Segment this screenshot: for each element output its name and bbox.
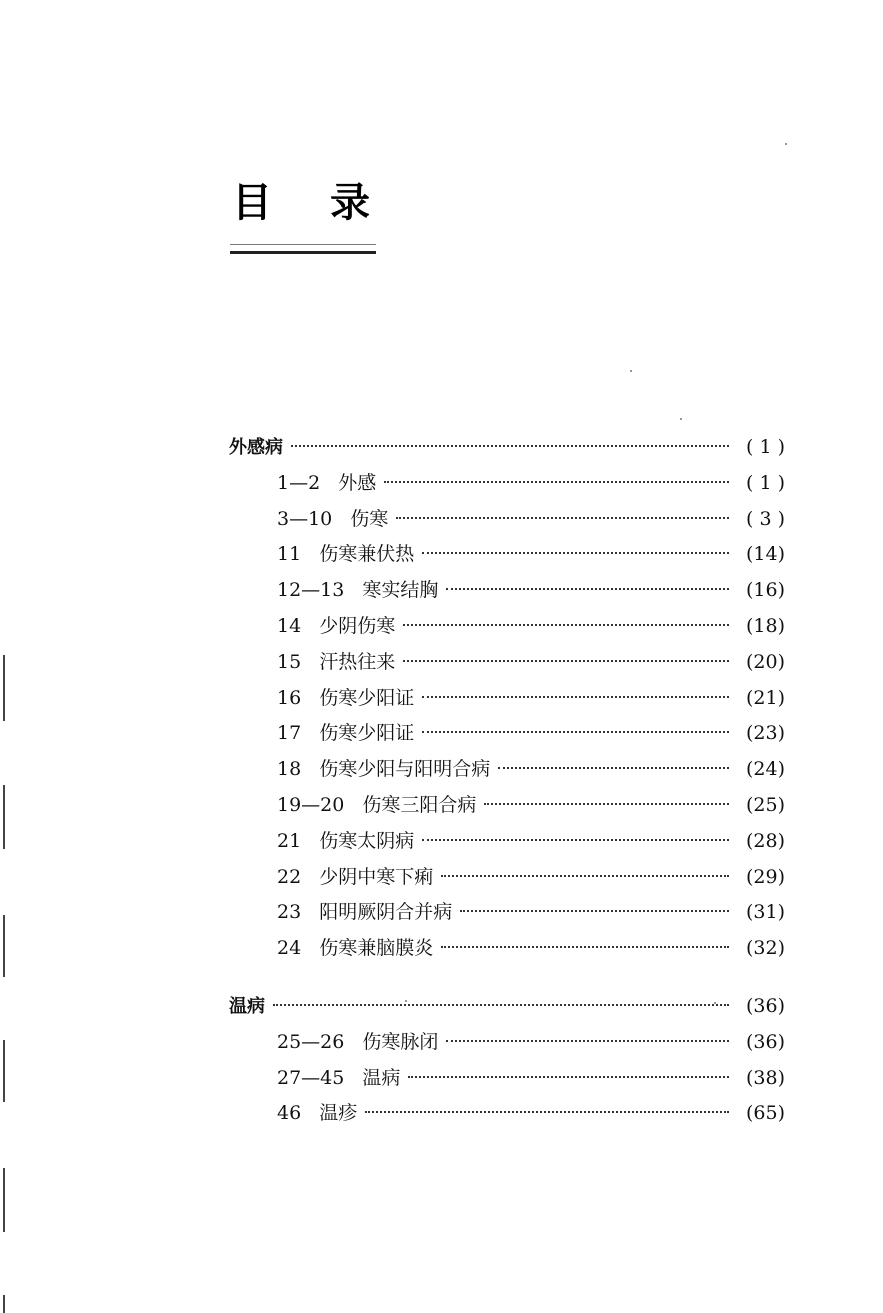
toc-page-number: (20) bbox=[745, 650, 785, 673]
toc-entry-number: 1—2 bbox=[277, 471, 321, 494]
binding-mark bbox=[3, 655, 5, 721]
binding-mark bbox=[3, 915, 5, 977]
toc-entry-number: 27—45 bbox=[277, 1066, 345, 1089]
toc-page-number: (65) bbox=[745, 1102, 785, 1125]
dot-leader bbox=[422, 731, 729, 733]
toc-entry-number: 23 bbox=[277, 901, 302, 924]
toc-entry-number: 14 bbox=[277, 614, 302, 637]
title-rule bbox=[230, 244, 376, 254]
toc-page-number: (28) bbox=[745, 829, 785, 852]
toc-entry-label: 少阴伤寒 bbox=[319, 614, 396, 637]
toc-entry[interactable] bbox=[229, 573, 785, 609]
dot-leader bbox=[408, 1076, 729, 1078]
toc-entry-label: 伤寒兼伏热 bbox=[319, 543, 415, 566]
toc-entry-label: 温病 bbox=[362, 1066, 401, 1089]
toc-entry-number: 21 bbox=[277, 829, 302, 852]
binding-mark bbox=[3, 1168, 5, 1232]
toc-entry-label: 伤寒少阳证 bbox=[319, 722, 415, 745]
dot-leader bbox=[446, 1040, 729, 1042]
toc-heading[interactable] bbox=[229, 989, 785, 1025]
toc-section bbox=[229, 430, 785, 967]
toc-entry-label: 少阴中寒下痢 bbox=[319, 865, 434, 888]
toc-entry[interactable] bbox=[229, 788, 785, 824]
dot-leader bbox=[422, 696, 729, 698]
dot-leader bbox=[403, 624, 729, 626]
toc-entry-label: 伤寒少阳证 bbox=[319, 686, 415, 709]
toc-entry[interactable] bbox=[229, 1025, 785, 1061]
toc-entry-label: 伤寒少阳与阳明合病 bbox=[319, 758, 491, 781]
toc-entry[interactable] bbox=[229, 716, 785, 752]
binding-mark bbox=[3, 1295, 5, 1313]
toc-entry[interactable] bbox=[229, 824, 785, 860]
dot-leader bbox=[460, 910, 729, 912]
toc-entry-number: 3—10 bbox=[277, 507, 333, 530]
toc-page-number: (23) bbox=[745, 722, 785, 745]
toc-entry-label: 伤寒脉闭 bbox=[362, 1030, 439, 1053]
toc-entry-label: 阳明厥阴合并病 bbox=[319, 901, 453, 924]
toc-entry-number: 17 bbox=[277, 722, 302, 745]
toc-entry-number: 12—13 bbox=[277, 579, 345, 602]
toc-heading[interactable] bbox=[229, 430, 785, 466]
toc-page-number: ( 1 ) bbox=[746, 436, 785, 458]
dot-leader bbox=[273, 1004, 729, 1006]
toc-entry-number: 46 bbox=[277, 1102, 302, 1125]
toc-entry-number: 16 bbox=[277, 686, 302, 709]
toc-entry[interactable] bbox=[229, 752, 785, 788]
dot-leader bbox=[365, 1111, 729, 1113]
toc-entry[interactable] bbox=[229, 645, 785, 681]
scan-speck bbox=[785, 143, 787, 145]
toc-entry-number: 18 bbox=[277, 758, 302, 781]
toc-entry-label: 伤寒 bbox=[350, 507, 389, 530]
toc-entry-number: 24 bbox=[277, 937, 302, 960]
toc-page-number: (18) bbox=[745, 614, 785, 637]
toc-page-number: (21) bbox=[745, 686, 785, 709]
toc-entry-label: 汗热往来 bbox=[319, 650, 396, 673]
toc-entry-label: 温疹 bbox=[319, 1102, 358, 1125]
toc-heading-label: 温病 bbox=[229, 995, 265, 1017]
binding-mark bbox=[3, 1040, 5, 1102]
toc-entry[interactable] bbox=[229, 1096, 785, 1132]
dot-leader bbox=[422, 552, 729, 554]
toc-entry[interactable] bbox=[229, 681, 785, 717]
dot-leader bbox=[498, 767, 729, 769]
dot-leader bbox=[422, 839, 729, 841]
toc-entry-label: 寒实结胸 bbox=[362, 579, 439, 602]
toc-entry-number: 15 bbox=[277, 650, 302, 673]
toc-entry-label: 外感 bbox=[338, 471, 377, 494]
dot-leader bbox=[291, 445, 729, 447]
toc-entry[interactable] bbox=[229, 895, 785, 931]
toc-entry-number: 22 bbox=[277, 865, 302, 888]
toc-entry[interactable] bbox=[229, 609, 785, 645]
toc-entry-number: 11 bbox=[277, 543, 302, 566]
toc-entry-number: 25—26 bbox=[277, 1030, 345, 1053]
toc-page-number: ( 1 ) bbox=[746, 471, 785, 494]
toc-entry[interactable] bbox=[229, 537, 785, 573]
toc-page-number: (29) bbox=[745, 865, 785, 888]
toc-page-number: (16) bbox=[745, 579, 785, 602]
scan-speck bbox=[680, 418, 682, 420]
toc-entry[interactable] bbox=[229, 860, 785, 896]
toc-entry-label: 伤寒兼脑膜炎 bbox=[319, 937, 434, 960]
dot-leader bbox=[446, 588, 729, 590]
toc-entry[interactable] bbox=[229, 931, 785, 967]
toc-page-number: (32) bbox=[745, 937, 785, 960]
toc-page-number: (24) bbox=[745, 758, 785, 781]
toc-entry[interactable] bbox=[229, 502, 785, 538]
table-of-contents bbox=[229, 430, 785, 1154]
toc-page-number: (31) bbox=[745, 901, 785, 924]
dot-leader bbox=[403, 660, 729, 662]
binding-mark bbox=[3, 785, 5, 849]
toc-page-number: (25) bbox=[745, 793, 785, 816]
toc-entry-label: 伤寒三阳合病 bbox=[362, 793, 477, 816]
scan-speck bbox=[405, 1000, 407, 1002]
toc-section bbox=[229, 989, 785, 1132]
dot-leader bbox=[441, 875, 729, 877]
toc-entry[interactable] bbox=[229, 466, 785, 502]
toc-entry-label: 伤寒太阴病 bbox=[319, 829, 415, 852]
page-title: 目录 bbox=[232, 180, 428, 226]
scan-speck bbox=[630, 370, 632, 372]
toc-entry[interactable] bbox=[229, 1061, 785, 1097]
toc-page-number: (36) bbox=[745, 994, 785, 1017]
dot-leader bbox=[484, 803, 729, 805]
dot-leader bbox=[396, 517, 729, 519]
dot-leader bbox=[441, 946, 729, 948]
toc-heading-label: 外感病 bbox=[229, 437, 283, 458]
toc-page-number: (38) bbox=[745, 1066, 785, 1089]
dot-leader bbox=[384, 481, 729, 483]
toc-page-number: ( 3 ) bbox=[746, 507, 785, 530]
scan-speck bbox=[714, 1002, 716, 1004]
toc-page-number: (36) bbox=[745, 1030, 785, 1053]
toc-page-number: (14) bbox=[745, 543, 785, 566]
toc-entry-number: 19—20 bbox=[277, 793, 345, 816]
